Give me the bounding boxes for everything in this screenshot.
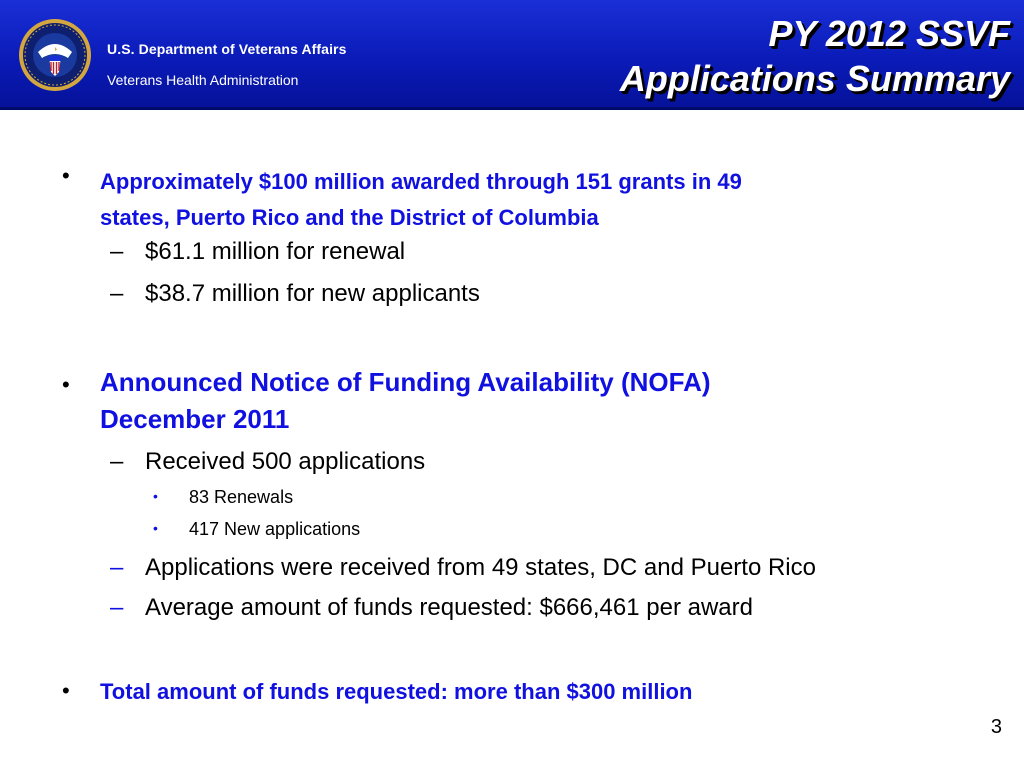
page-number: 3 [990,716,1002,738]
dash-marker: – [110,448,124,475]
bullet-1-sub-1: $61.1 million for renewal [145,238,406,265]
bullet-1 [100,164,742,236]
bullet-2-line-2: December 2011 [100,404,290,434]
bullet-2-item-2: 417 New applications [189,519,361,539]
bullet-2-sub-3: Average amount of funds requested: $666,461 per award [145,594,753,621]
bullet-3: Total amount of funds requested: more than $300 million [100,679,693,704]
bullet-2-item-1: 83 Renewals [189,487,294,507]
bullet-1-sub-2: $38.7 million for new applicants [145,280,480,307]
dash-marker: – [110,554,124,581]
bullet-2 [100,364,711,438]
bullet-1-line-2: states, Puerto Rico and the District of Columbia [100,205,599,230]
title-line-1: PY 2012 SSVF [768,13,1010,54]
sub-org-name: Veterans Health Administration [107,72,299,88]
dash-marker: – [110,594,124,621]
title-line-2: Applications Summary [619,58,1010,99]
bullet-2-sub-2: Applications were received from 49 states, DC and Puerto Rico [145,554,816,581]
sub-bullet-marker: • [153,520,158,536]
bullet-marker: • [62,678,70,703]
sub-bullet-marker: • [153,488,158,504]
bullet-marker: • [62,372,70,397]
bullet-1-line-1: Approximately $100 million awarded through 151 grants in 49 [100,169,742,194]
org-name: U.S. Department of Veterans Affairs [107,41,347,57]
bullet-2-line-1: Announced Notice of Funding Availability (NOFA) [100,367,711,397]
dash-marker: – [110,238,124,265]
bullet-2-sub-1: Received 500 applications [145,448,426,475]
bullet-marker: • [62,163,70,188]
dash-marker: – [110,280,124,307]
